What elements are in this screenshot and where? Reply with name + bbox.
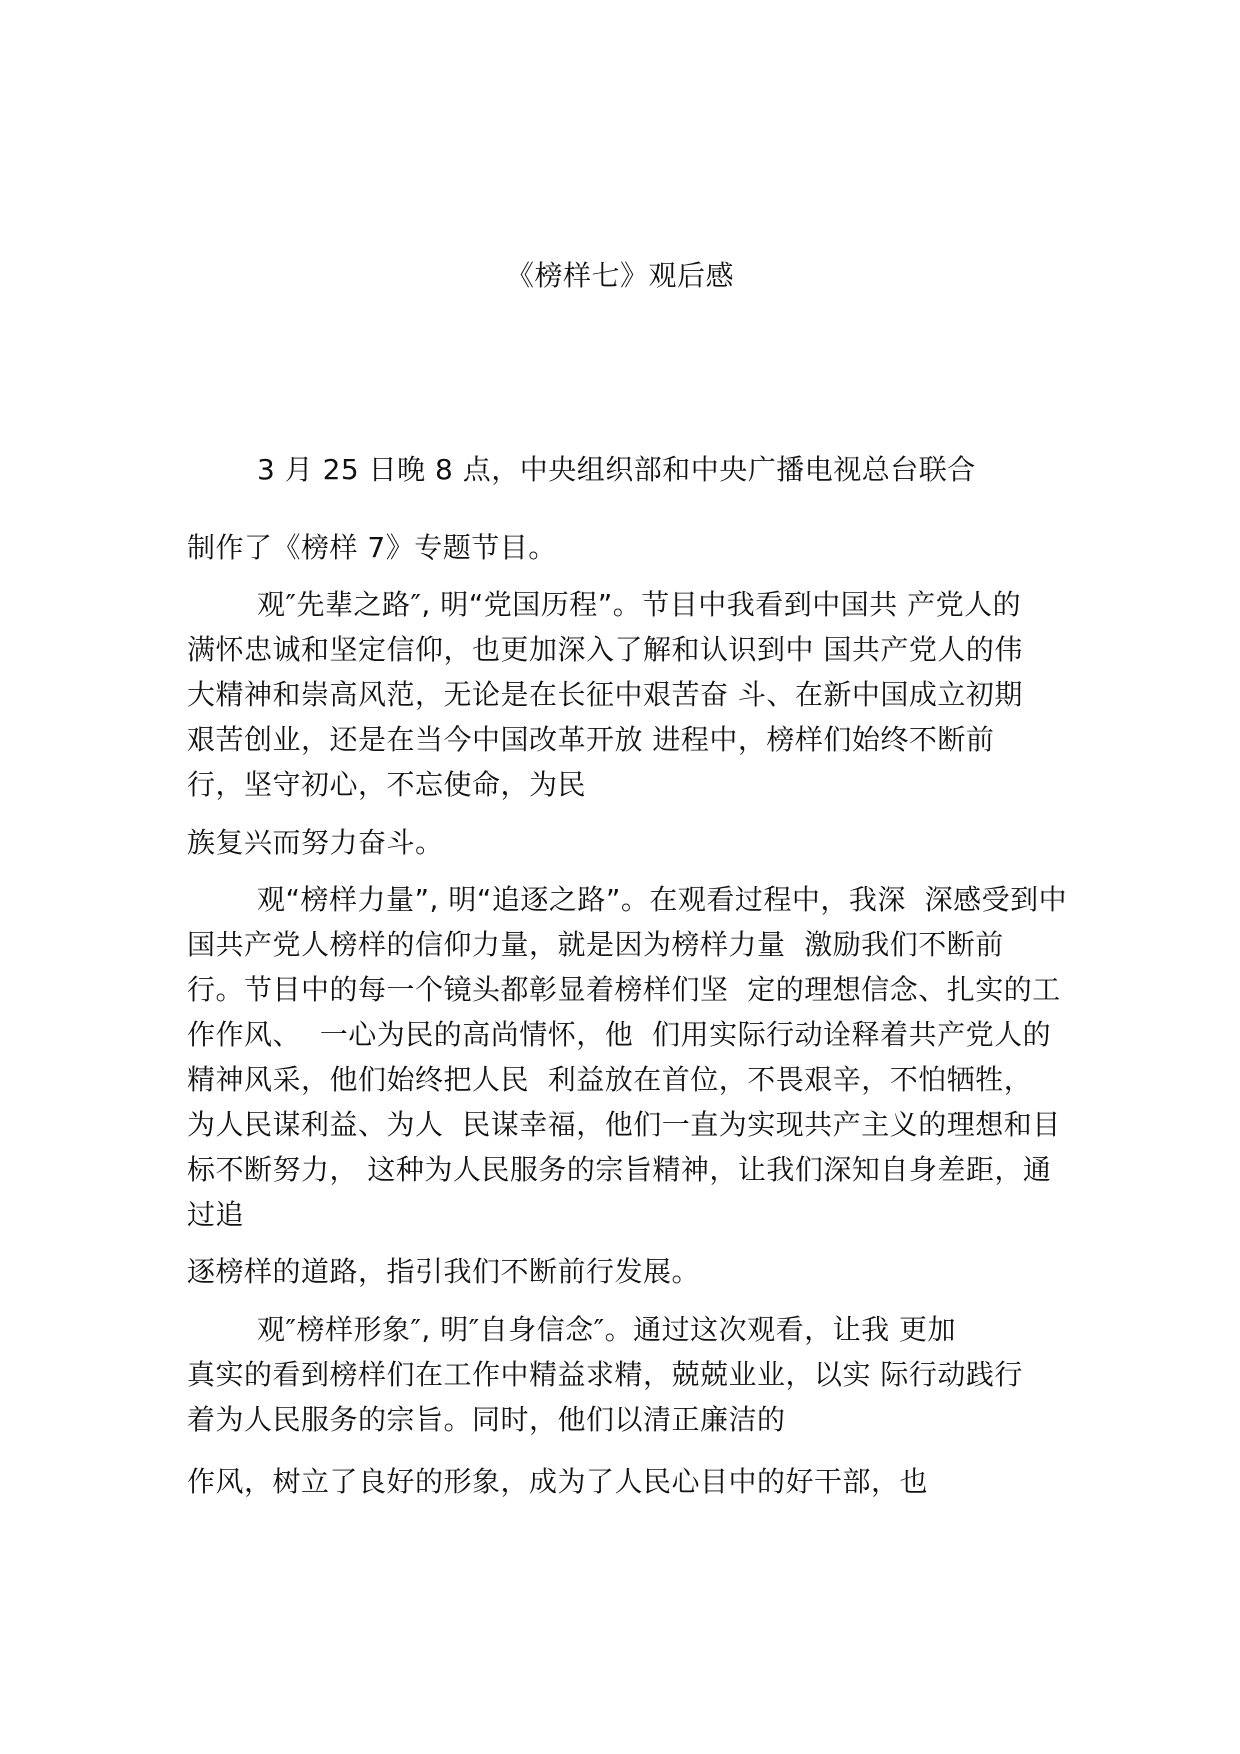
paragraph-4-line-2: 真实的看到榜样们在工作中精益求精，兢兢业业，以实 际行动践行 — [187, 1358, 1023, 1391]
paragraph-2-line-6: 族复兴而努力奋斗。 — [187, 826, 444, 859]
paragraph-3-line-6: 为人民谋利益、为人 民谋幸福，他们一直为实现共产主义的理想和目 — [187, 1108, 1061, 1141]
paragraph-3-line-7: 标不断努力， 这种为人民服务的宗旨精神，让我们深知自身差距，通 — [187, 1153, 1052, 1186]
document-title: 《榜样七》观后感 — [505, 259, 734, 292]
paragraph-2-line-5: 行，坚守初心，不忘使命，为民 — [187, 768, 587, 801]
paragraph-3-line-1: 观“榜样力量”, 明“追逐之路”。在观看过程中，我深 深感受到中 — [257, 883, 1068, 916]
paragraph-4-line-4: 作风，树立了良好的形象，成为了人民心目中的好干部，也 — [187, 1465, 929, 1498]
paragraph-3-line-8: 过追 — [187, 1198, 245, 1231]
paragraph-1-line-1: 3 月 25 日晚 8 点，中央组织部和中央广播电视总台联合 — [257, 453, 976, 486]
paragraph-3-line-2: 国共产党人榜样的信仰力量，就是因为榜样力量 激励我们不断前 — [187, 928, 1004, 961]
paragraph-2-line-3: 大精神和崇高风范，无论是在长征中艰苦奋 斗、在新中国成立初期 — [187, 678, 1023, 711]
paragraph-3-line-3: 行。节目中的每一个镜头都彰显着榜样们坚 定的理想信念、扎实的工 — [187, 973, 1061, 1006]
paragraph-4-line-1: 观″榜样形象″, 明″自身信念″。通过这次观看，让我 更加 — [257, 1313, 957, 1346]
paragraph-1-line-2: 制作了《榜样 7》专题节目。 — [187, 531, 557, 564]
paragraph-3-line-9: 逐榜样的道路，指引我们不断前行发展。 — [187, 1255, 701, 1288]
paragraph-2-line-2: 满怀忠诚和坚定信仰，也更加深入了解和认识到中 国共产党人的伟 — [187, 633, 1023, 666]
paragraph-3-line-4: 作作风、 一心为民的高尚情怀，他 们用实际行动诠释着共产党人的 — [187, 1018, 1052, 1051]
paragraph-2-line-4: 艰苦创业，还是在当今中国改革开放 进程中，榜样们始终不断前 — [187, 723, 995, 756]
paragraph-4-line-3: 着为人民服务的宗旨。同时，他们以清正廉洁的 — [187, 1403, 786, 1436]
paragraph-2-line-1: 观″先辈之路″, 明“党国历程”。节目中我看到中国共 产党人的 — [257, 588, 1022, 621]
paragraph-3-line-5: 精神风采，他们始终把人民 利益放在首位，不畏艰辛，不怕牺牲， — [187, 1063, 1033, 1096]
